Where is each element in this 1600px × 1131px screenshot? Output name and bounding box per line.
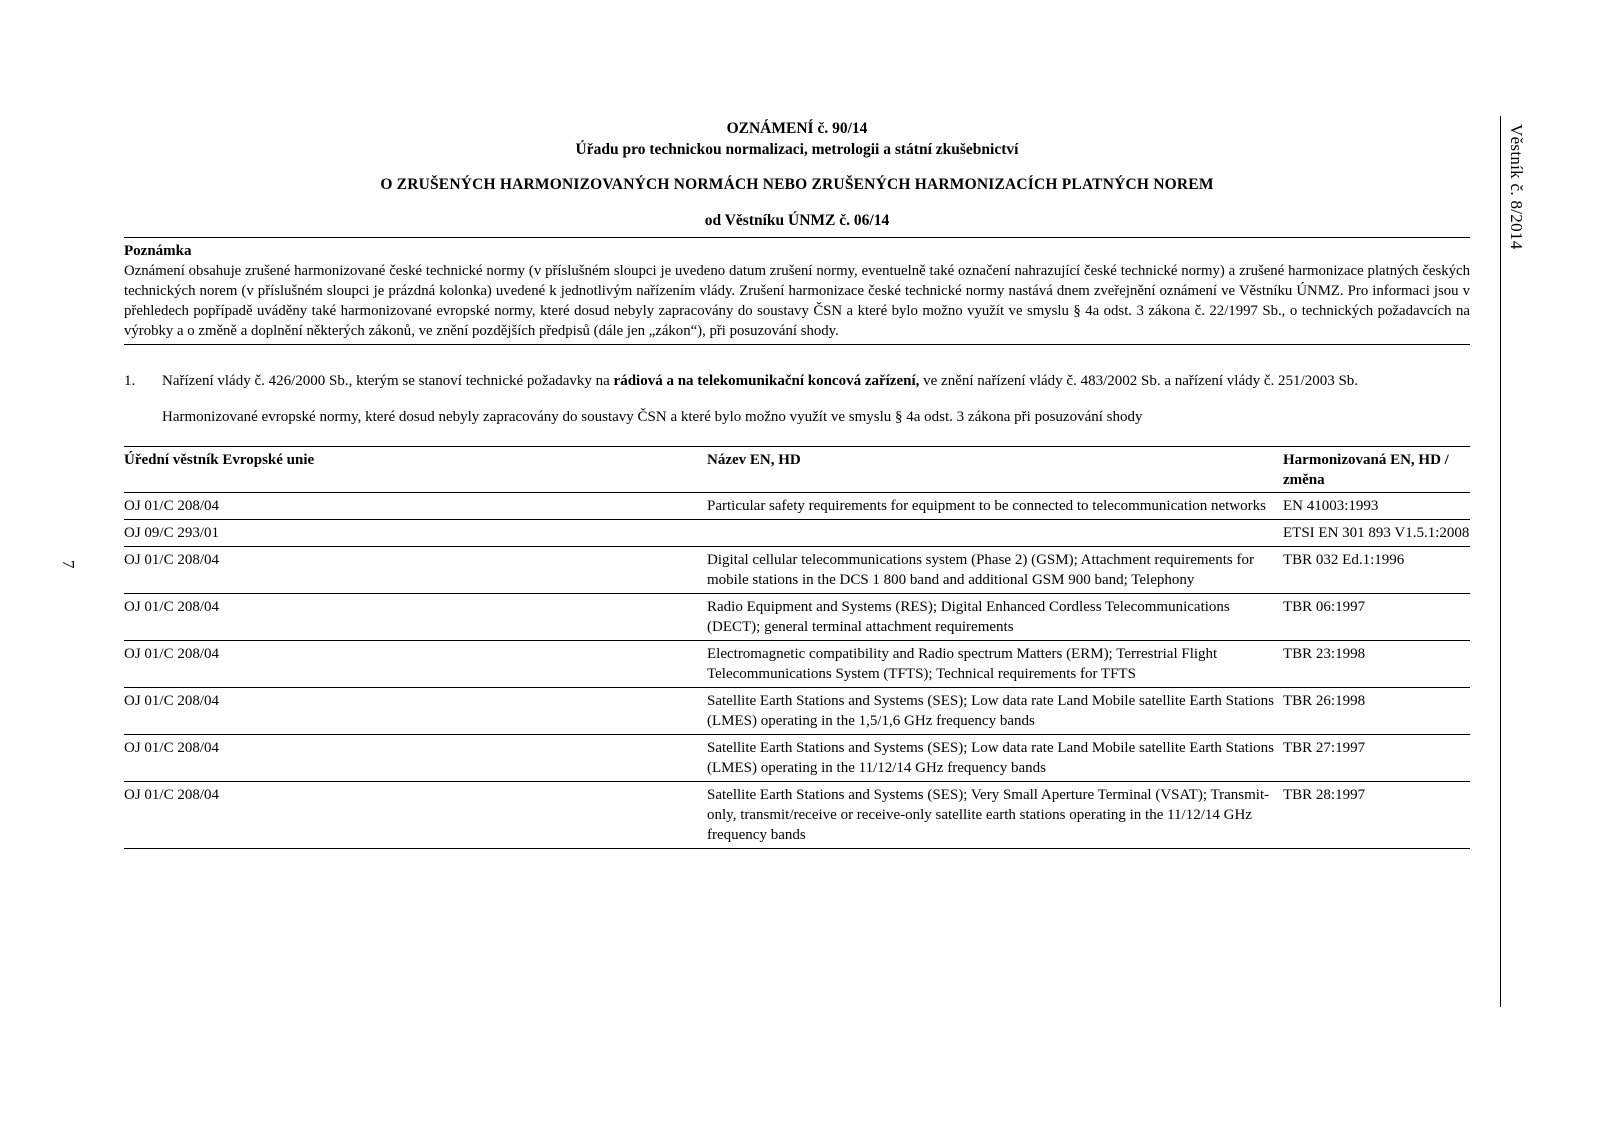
cell-title: Electromagnetic compatibility and Radio spectrum Matters (ERM); Terrestrial Flight Telecommunications System (TFTS); Technical requirements for TFTS [707, 641, 1283, 688]
regulation-item [124, 371, 1470, 391]
table-row [124, 735, 1470, 782]
table-row [124, 493, 1470, 520]
cell-journal: OJ 01/C 208/04 [124, 547, 707, 594]
item-number: 1. [124, 373, 136, 389]
note-text: Oznámení obsahuje zrušené harmonizované české technické normy (v příslušném sloupci je uvedeno datum zrušení normy, eventuelně také označení nahrazující české technické normy) a zrušené harmonizace platných českých technických norem (v příslušném sloupci je prázdná kolonka) uvedené k jednotlivým nařízením vlády. Zrušení harmonizace české technické normy nastává dnem zveřejnění oznámení ve Věstníku ÚNMZ. Pro informaci jsou v přehledech popřípadě uváděny také harmonizované evropské normy, které dosud nebyly zapracovány do soustavy ČSN a které bylo možno využít ve smyslu § 4a odst. 3 zákona č. 22/1997 Sb., o technických požadavcích na výrobky a o změně a doplnění některých zákonů, ve znění pozdějších předpisů (dále jen „zákon“), při posuzování shody. [124, 263, 1470, 339]
header-journal: Úřední věstník Evropské unie [124, 447, 707, 493]
notice-authority: Úřadu pro technickou normalizaci, metrologii a státní zkušebnictví [575, 141, 1019, 158]
note-title: Poznámka [124, 243, 192, 259]
cell-journal: OJ 01/C 208/04 [124, 782, 707, 849]
table-row [124, 782, 1470, 849]
norms-table [124, 446, 1470, 849]
side-divider [1500, 116, 1501, 1007]
bulletin-label: Věstník č. 8/2014 [1507, 124, 1526, 250]
table-row [124, 641, 1470, 688]
cell-journal: OJ 09/C 293/01 [124, 520, 707, 547]
table-row [124, 688, 1470, 735]
header-harmonized: Harmonizovaná EN, HD / změna [1283, 447, 1470, 493]
cell-journal: OJ 01/C 208/04 [124, 594, 707, 641]
item-text-before: Nařízení vlády č. 426/2000 Sb., kterým se stanoví technické požadavky na [162, 373, 614, 389]
item-text [162, 371, 1470, 391]
cell-standard: TBR 23:1998 [1283, 641, 1470, 688]
cell-standard: EN 41003:1993 [1283, 493, 1470, 520]
table-row [124, 520, 1470, 547]
cell-journal: OJ 01/C 208/04 [124, 493, 707, 520]
item-text-after: ve znění nařízení vlády č. 483/2002 Sb. a nařízení vlády č. 251/2003 Sb. [919, 373, 1359, 389]
document-body [124, 118, 1470, 849]
cell-title: Particular safety requirements for equipment to be connected to telecommunication networks [707, 493, 1283, 520]
note-box [124, 237, 1470, 345]
cell-title: Radio Equipment and Systems (RES); Digital Enhanced Cordless Telecommunications (DECT); general terminal attachment requirements [707, 594, 1283, 641]
cell-standard: ETSI EN 301 893 V1.5.1:2008 [1283, 520, 1470, 547]
notice-subject: O ZRUŠENÝCH HARMONIZOVANÝCH NORMÁCH NEBO ZRUŠENÝCH HARMONIZACÍCH PLATNÝCH NOREM [380, 176, 1214, 193]
cell-standard: TBR 06:1997 [1283, 594, 1470, 641]
page-number: 7 [59, 560, 78, 569]
item-text-bold: rádiová a na telekomunikační koncová zařízení, [613, 373, 920, 389]
cell-journal: OJ 01/C 208/04 [124, 735, 707, 782]
cell-standard: TBR 27:1997 [1283, 735, 1470, 782]
cell-standard: TBR 032 Ed.1:1996 [1283, 547, 1470, 594]
header-title: Název EN, HD [707, 447, 1283, 493]
cell-journal: OJ 01/C 208/04 [124, 688, 707, 735]
notice-title: OZNÁMENÍ č. 90/14 [726, 120, 868, 137]
table-row [124, 594, 1470, 641]
cell-title: Satellite Earth Stations and Systems (SES); Low data rate Land Mobile satellite Earth Stations (LMES) operating in the 1,5/1,6 GHz frequency bands [707, 688, 1283, 735]
cell-journal: OJ 01/C 208/04 [124, 641, 707, 688]
cell-title [707, 520, 1283, 547]
notice-since: od Věstníku ÚNMZ č. 06/14 [704, 212, 890, 229]
cell-title: Satellite Earth Stations and Systems (SES); Low data rate Land Mobile satellite Earth Stations (LMES) operating in the 11/12/14 GHz frequency bands [707, 735, 1283, 782]
cell-standard: TBR 26:1998 [1283, 688, 1470, 735]
table-row [124, 547, 1470, 594]
cell-standard: TBR 28:1997 [1283, 782, 1470, 849]
cell-title: Digital cellular telecommunications system (Phase 2) (GSM); Attachment requirements for mobile stations in the DCS 1 800 band and additional GSM 900 band; Telephony [707, 547, 1283, 594]
harmonized-note: Harmonizované evropské normy, které dosud nebyly zapracovány do soustavy ČSN a které bylo možno využít ve smyslu § 4a odst. 3 zákona při posuzování shody [162, 409, 1143, 425]
table-header-row [124, 447, 1470, 493]
cell-title: Satellite Earth Stations and Systems (SES); Very Small Aperture Terminal (VSAT); Transmit-only, transmit/receive or receive-only satellite earth stations operating in the 11/12/14 GHz frequency bands [707, 782, 1283, 849]
